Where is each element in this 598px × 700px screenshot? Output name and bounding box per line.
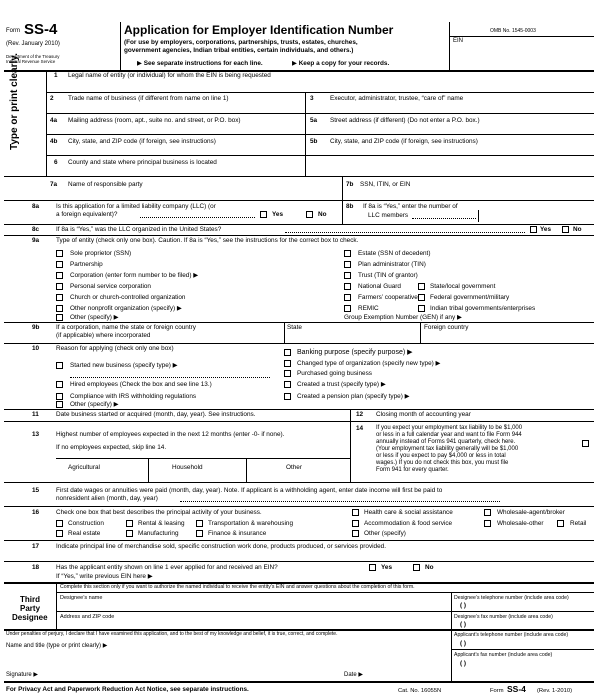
line-8c-no-checkbox[interactable]	[562, 226, 569, 233]
signature-label: Signature ▶	[6, 672, 38, 678]
activity-real-estate-checkbox[interactable]	[56, 530, 63, 537]
line-10-label: Reason for applying (check only one box)	[56, 345, 174, 352]
activity-transportation-label: Transportation & warehousing	[208, 520, 294, 527]
designee-fax-field[interactable]	[452, 620, 594, 629]
footer-form-label: Form	[490, 688, 504, 694]
applicant-fax-label: Applicant’s fax number (include area code)	[454, 652, 553, 658]
reason-purchased-checkbox[interactable]	[284, 370, 291, 377]
line-13-agricultural-field[interactable]	[56, 472, 148, 482]
reason-purchased-label: Purchased going business	[297, 370, 372, 377]
privacy-notice: For Privacy Act and Paperwork Reduction Act Notice, see separate instructions.	[6, 686, 249, 693]
activity-accommodation-label: Accommodation & food service	[364, 520, 453, 527]
entity-state-local-government-label: State/local government	[430, 283, 496, 290]
department: Department of the Treasury	[6, 54, 60, 59]
entity-plan-administrator-checkbox[interactable]	[344, 261, 351, 268]
line-14-text-2: or less in a full calendar year and want to file Form 944	[376, 432, 522, 438]
entity-partnership-checkbox[interactable]	[56, 261, 63, 268]
entity-sole-proprietor-checkbox[interactable]	[56, 250, 63, 257]
reason-other-label: Other (specify) ▶	[70, 401, 119, 408]
line-13-col-household: Household	[172, 464, 203, 471]
line-18-no-label: No	[425, 564, 434, 571]
line-15-label-2: nonresident alien (month, day, year)	[56, 495, 158, 502]
activity-retail-checkbox[interactable]	[557, 520, 564, 527]
activity-finance-checkbox[interactable]	[196, 530, 203, 537]
line-8a-label-2: a foreign equivalent)?	[56, 211, 118, 218]
line-17-field[interactable]	[4, 551, 594, 561]
form-subtitle-1: (For use by employers, corporations, partnerships, trusts, estates, churches,	[124, 39, 358, 46]
entity-church-checkbox[interactable]	[56, 294, 63, 301]
activity-finance-label: Finance & insurance	[208, 530, 267, 537]
line-8c-no-label: No	[573, 226, 582, 233]
line-5b-label: City, state, and ZIP code (if foreign, see instructions)	[330, 138, 478, 145]
instructions-note: ▶ See separate instructions for each line.	[137, 60, 263, 67]
revision: (Rev. January 2010)	[6, 41, 60, 47]
line-14-checkbox[interactable]	[582, 440, 589, 447]
entity-personal-service-label: Personal service corporation	[70, 283, 151, 290]
reason-other-checkbox[interactable]	[56, 401, 63, 408]
reason-changed-type-checkbox[interactable]	[284, 360, 291, 367]
applicant-fax-field[interactable]	[452, 659, 594, 668]
activity-wholesale-other-label: Wholesale-other	[497, 520, 544, 527]
entity-state-local-government-checkbox[interactable]	[418, 283, 425, 290]
entity-estate-label: Estate (SSN of decedent)	[358, 250, 431, 257]
line-10-number: 10	[32, 345, 40, 352]
activity-manufacturing-label: Manufacturing	[138, 530, 179, 537]
reason-started-new-business-checkbox[interactable]	[56, 362, 63, 369]
entity-national-guard-checkbox[interactable]	[344, 283, 351, 290]
line-15-label-1: First date wages or annuities were paid (month, day, year). Note. If applicant is a withholding agent, enter date income will first be paid to	[56, 487, 443, 494]
designee-fax-paren: ( )	[460, 621, 467, 628]
line-4b-field[interactable]	[47, 146, 305, 155]
line-8c-label: If 8a is “Yes,” was the LLC organized in the United States?	[56, 226, 222, 233]
applicant-tel-field[interactable]	[452, 639, 594, 648]
designee-tel-label: Designee’s telephone number (include area code)	[454, 595, 569, 601]
applicant-fax-paren: ( )	[460, 660, 467, 667]
line-9b-number: 9b	[32, 324, 40, 331]
date-label: Date ▶	[344, 672, 363, 678]
catalog-number: Cat. No. 16055N	[398, 688, 442, 694]
line-5a-field[interactable]	[306, 125, 594, 134]
designee-address-label: Address and ZIP code	[60, 614, 115, 620]
line-14-text-6: wages.) If you do not check this box, you must file	[376, 460, 509, 466]
line-5b-field[interactable]	[306, 146, 594, 155]
activity-transportation-checkbox[interactable]	[196, 520, 203, 527]
line-13-col-other: Other	[286, 464, 302, 471]
line-13-other-field[interactable]	[247, 472, 350, 482]
activity-wholesale-agent-label: Wholesale-agent/broker	[497, 509, 565, 516]
line-5a-label: Street address (if different) (Do not enter a P.O. box.)	[330, 117, 480, 124]
entity-indian-tribal-label: Indian tribal governments/enterprises	[430, 305, 536, 312]
line-9b-state-field[interactable]	[285, 332, 419, 342]
activity-rental-label: Rental & leasing	[138, 520, 185, 527]
entity-other-nonprofit-label: Other nonprofit organization (specify) ▶	[70, 305, 182, 312]
ein-label: EIN	[453, 38, 464, 44]
line-14-text-3: annually instead of Forms 941 quarterly, check here.	[376, 439, 516, 445]
name-title-label: Name and title (type or print clearly) ▶	[6, 643, 108, 649]
line-6-number: 6	[54, 159, 58, 166]
line-16-number: 16	[32, 509, 40, 516]
activity-health-care-label: Health care & social assistance	[364, 509, 453, 516]
activity-rental-checkbox[interactable]	[126, 520, 133, 527]
line-8a-no-label: No	[318, 211, 327, 218]
activity-manufacturing-checkbox[interactable]	[126, 530, 133, 537]
entity-partnership-label: Partnership	[70, 261, 103, 268]
line-18-label-1: Has the applicant entity shown on line 1 ever applied for and received an EIN?	[56, 564, 278, 571]
line-7a-label: Name of responsible party	[68, 181, 143, 188]
line-3-field[interactable]	[306, 103, 594, 113]
line-8a-no-checkbox[interactable]	[306, 211, 313, 218]
reason-compliance-checkbox[interactable]	[56, 393, 63, 400]
line-18-number: 18	[32, 564, 40, 571]
line-15-number: 15	[32, 487, 40, 494]
group-exemption-label: Group Exemption Number (GEN) if any ▶	[344, 314, 462, 321]
entity-plan-administrator-label: Plan administrator (TIN)	[358, 261, 426, 268]
activity-wholesale-other-checkbox[interactable]	[484, 520, 491, 527]
name-title-field[interactable]	[130, 640, 448, 650]
form-title: Application for Employer Identification Number	[124, 23, 394, 37]
line-18-label-2: If “Yes,” write previous EIN here ▶	[56, 573, 153, 580]
reason-compliance-label: Compliance with IRS withholding regulations	[70, 393, 197, 400]
line-7b-number: 7b	[346, 181, 354, 188]
line-15-field[interactable]	[505, 494, 594, 504]
line-5b-number: 5b	[310, 138, 318, 145]
line-8b-number: 8b	[346, 203, 354, 210]
reason-banking-checkbox[interactable]	[284, 349, 291, 356]
activity-wholesale-agent-checkbox[interactable]	[484, 509, 491, 516]
line-9a-label: Type of entity (check only one box). Caution. If 8a is “Yes,” see the instructions for the correct box to check.	[56, 237, 359, 244]
line-2-label: Trade name of business (if different from name on line 1)	[68, 95, 229, 102]
entity-trust-label: Trust (TIN of grantor)	[358, 272, 418, 279]
line-16-label: Check one box that best describes the principal activity of your business.	[56, 509, 262, 516]
line-9b-state-label: State	[287, 324, 302, 331]
line-14-text-7: Form 941 for every quarter.	[376, 467, 449, 473]
line-9a-number: 9a	[32, 237, 40, 244]
entity-estate-checkbox[interactable]	[344, 250, 351, 257]
line-4b-label: City, state, and ZIP code (if foreign, see instructions)	[68, 138, 216, 145]
line-13-col-agricultural: Agricultural	[68, 464, 100, 471]
form-subtitle-2: government agencies, Indian tribal entities, certain individuals, and others.)	[124, 47, 354, 54]
reason-started-new-business-label: Started new business (specify type) ▶	[70, 362, 178, 369]
designee-tel-field[interactable]	[452, 601, 594, 610]
line-13-label: Highest number of employees expected in the next 12 months (enter -0- if none).	[56, 431, 285, 438]
line-9b-foreign-field[interactable]	[421, 332, 594, 342]
line-14-number: 14	[356, 425, 364, 432]
line-4a-number: 4a	[50, 117, 58, 124]
third-party-heading-2: Party	[20, 604, 41, 613]
line-7b-label: SSN, ITIN, or EIN	[360, 181, 411, 188]
entity-corporation-label: Corporation (enter form number to be filed) ▶	[70, 272, 199, 279]
side-label: Type or print clearly.	[9, 53, 20, 150]
line-9b-label-2: (if applicable) where incorporated	[56, 332, 151, 339]
reason-banking-label: Banking purpose (specify purpose) ▶	[297, 349, 413, 356]
line-13-number: 13	[32, 431, 40, 438]
line-4a-label: Mailing address (room, apt., suite no. and street, or P.O. box)	[68, 117, 241, 124]
line-18-yes-label: Yes	[381, 564, 393, 571]
line-8c-number: 8c	[32, 226, 40, 233]
entity-federal-government-label: Federal government/military	[430, 294, 510, 301]
activity-accommodation-checkbox[interactable]	[352, 520, 359, 527]
line-5a-number: 5a	[310, 117, 318, 124]
form-number: SS-4	[24, 21, 58, 38]
entity-indian-tribal-checkbox[interactable]	[418, 305, 425, 312]
line-12-number: 12	[356, 411, 364, 418]
line-6-label: County and state where principal business is located	[68, 159, 217, 166]
line-3-number: 3	[310, 95, 314, 102]
line-8b-field[interactable]	[478, 210, 594, 222]
reason-pension-plan-label: Created a pension plan (specify type) ▶	[297, 393, 410, 400]
line-7a-number: 7a	[50, 181, 58, 188]
entity-sole-proprietor-label: Sole proprietor (SSN)	[70, 250, 132, 257]
designee-address-field[interactable]	[57, 620, 450, 629]
line-4b-number: 4b	[50, 138, 58, 145]
activity-health-care-checkbox[interactable]	[352, 509, 359, 516]
designee-name-label: Designee’s name	[60, 595, 103, 601]
activity-other-label: Other (specify)	[364, 530, 406, 537]
entity-church-label: Church or church-controlled organization	[70, 294, 186, 301]
line-11-label: Date business started or acquired (month, day, year). See instructions.	[56, 411, 256, 418]
entity-personal-service-checkbox[interactable]	[56, 283, 63, 290]
designee-fax-label: Designee’s fax number (include area code)	[454, 614, 553, 620]
copy-note: ▶ Keep a copy for your records.	[292, 60, 390, 67]
entity-remic-label: REMIC	[358, 305, 379, 312]
line-17-label: Indicate principal line of merchandise sold, specific construction work done, products produced, or services provided.	[56, 543, 386, 550]
third-party-heading-3: Designee	[12, 613, 48, 622]
reason-hired-employees-checkbox[interactable]	[56, 381, 63, 388]
entity-remic-checkbox[interactable]	[344, 305, 351, 312]
third-party-note: Complete this section only if you want to authorize the named individual to receive the entity’s EIN and answer questions about the completion of this form.	[60, 584, 415, 590]
line-2-number: 2	[50, 95, 54, 102]
line-6-field[interactable]	[47, 167, 594, 176]
reason-hired-employees-label: Hired employees (Check the box and see line 13.)	[70, 381, 212, 388]
entity-corporation-checkbox[interactable]	[56, 272, 63, 279]
line-14-text-5: or less if you expect to pay $4,000 or less in total	[376, 453, 506, 459]
line-17-number: 17	[32, 543, 40, 550]
omb-number: OMB No. 1545-0003	[490, 28, 536, 34]
line-14-text-4: (Your employment tax liability generally will be $1,000	[376, 446, 519, 452]
line-8c-yes-checkbox[interactable]	[530, 226, 537, 233]
irs: Internal Revenue Service	[6, 59, 56, 64]
line-18-no-checkbox[interactable]	[413, 564, 420, 571]
line-11-number: 11	[32, 411, 39, 418]
activity-construction-label: Construction	[68, 520, 104, 527]
designee-tel-paren: ( )	[460, 602, 467, 609]
line-4a-field[interactable]	[47, 125, 305, 134]
entity-other-checkbox[interactable]	[56, 314, 63, 321]
line-9b-foreign-label: Foreign country	[424, 324, 469, 331]
applicant-tel-label: Applicant’s telephone number (include area code)	[454, 632, 569, 638]
reason-created-trust-checkbox[interactable]	[284, 381, 291, 388]
line-8b-label-2: LLC members	[368, 212, 409, 219]
line-3-label: Executor, administrator, trustee, “care of” name	[330, 95, 464, 102]
line-1-label: Legal name of entity (or individual) for whom the EIN is being requested	[68, 72, 271, 79]
designee-name-field[interactable]	[57, 601, 450, 611]
line-14-text-1: If you expect your employment tax liability to be $1,000	[376, 425, 523, 431]
entity-national-guard-label: National Guard	[358, 283, 401, 290]
line-1-field[interactable]	[47, 80, 594, 92]
activity-other-checkbox[interactable]	[352, 530, 359, 537]
line-13-household-field[interactable]	[149, 472, 246, 482]
line-13-sub: If no employees expected, skip line 14.	[56, 444, 167, 451]
reason-pension-plan-checkbox[interactable]	[284, 393, 291, 400]
line-8a-label-1: Is this application for a limited liability company (LLC) (or	[56, 203, 216, 210]
line-8c-yes-label: Yes	[540, 226, 552, 233]
entity-other-nonprofit-checkbox[interactable]	[56, 305, 63, 312]
line-7b-field[interactable]	[343, 189, 594, 199]
form-label: Form	[6, 28, 20, 34]
activity-construction-checkbox[interactable]	[56, 520, 63, 527]
signature-field[interactable]	[40, 668, 340, 680]
activity-retail-label: Retail	[570, 520, 587, 527]
line-8a-yes-label: Yes	[272, 211, 284, 218]
line-8a-yes-checkbox[interactable]	[260, 211, 267, 218]
entity-trust-checkbox[interactable]	[344, 272, 351, 279]
line-1-number: 1	[54, 72, 58, 79]
footer-revision: (Rev. 1-2010)	[537, 688, 573, 694]
entity-farmers-cooperative-label: Farmers’ cooperative	[358, 294, 418, 301]
reason-created-trust-label: Created a trust (specify type) ▶	[297, 381, 386, 388]
footer-form-number: SS-4	[507, 684, 526, 694]
line-8a-number: 8a	[32, 203, 40, 210]
entity-other-label: Other (specify) ▶	[70, 314, 119, 321]
line-2-field[interactable]	[47, 103, 305, 113]
entity-federal-government-checkbox[interactable]	[418, 294, 425, 301]
activity-real-estate-label: Real estate	[68, 530, 101, 537]
line-7a-field[interactable]	[47, 189, 341, 199]
applicant-tel-paren: ( )	[460, 640, 467, 647]
line-8b-label-1: If 8a is “Yes,” enter the number of	[363, 203, 458, 210]
third-party-heading-1: Third	[20, 595, 40, 604]
date-field[interactable]	[372, 668, 448, 680]
perjury-statement: Under penalties of perjury, I declare that I have examined this application, and to the best of my knowledge and belief, it is true, correct, and complete.	[6, 631, 338, 637]
entity-farmers-cooperative-checkbox[interactable]	[344, 294, 351, 301]
line-12-label: Closing month of accounting year	[376, 411, 471, 418]
reason-changed-type-label: Changed type of organization (specify new type) ▶	[297, 360, 441, 367]
line-9b-label-1: If a corporation, name the state or foreign country	[56, 324, 196, 331]
line-18-yes-checkbox[interactable]	[369, 564, 376, 571]
